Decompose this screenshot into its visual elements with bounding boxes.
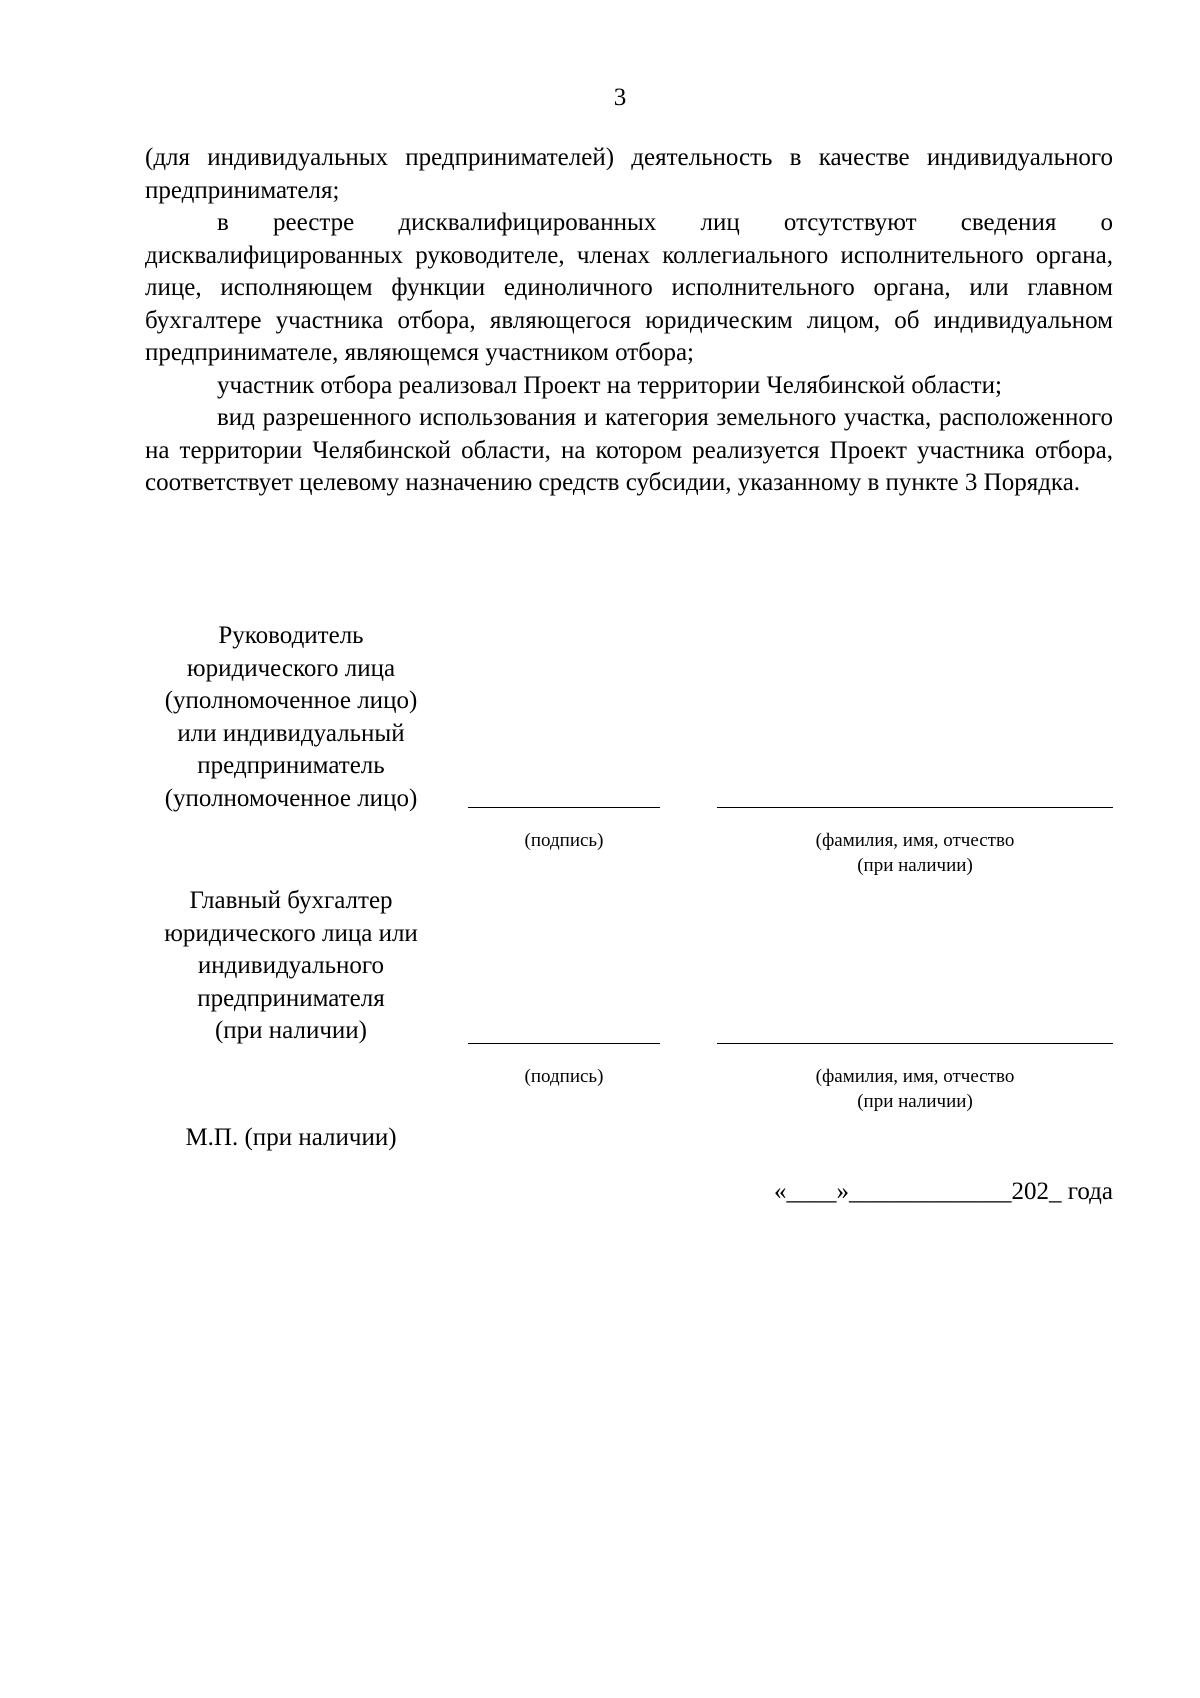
accountant-label-line-1: Главный бухгалтер [189, 887, 393, 914]
accountant-label-line-4: предпринимателя [197, 984, 385, 1012]
head-signature-label [145, 620, 437, 815]
accountant-label-line-3: индивидуального [197, 952, 385, 979]
accountant-signature-label [145, 885, 437, 1048]
head-label-line-1: Руководитель [218, 622, 364, 649]
paragraph-2: в реестре дисквалифицированных лиц отсутствуют сведения о дисквалифицированных руководителе, членах коллегиального исполнительного органа, лице, исполняющем функции единоличного исполнительного органа, или главном бухгалтере участника отбора, являющегося юридическим лицом, об индивидуальном предпринимателе, являющемся участником отбора; [145, 209, 1113, 366]
stamp-label: М.П. (при наличии) [185, 1124, 397, 1151]
paragraph-3: участник отбора реализовал Проект на территории Челябинской области; [217, 371, 1002, 399]
head-name-caption [717, 828, 1113, 878]
head-label-line-2: юридического лица [186, 654, 396, 682]
paragraph-4: вид разрешенного использования и категория земельного участка, расположенного на территории Челябинской области, на котором реализуется Проект участника отбора, соответствует целевому назначению средств субсидии, указанному в пункте 3 Порядка. [145, 404, 1113, 496]
accountant-name-caption-line-2: (при наличии) [857, 1091, 973, 1112]
accountant-label-line-2: юридического лица или [164, 919, 418, 947]
accountant-signature-line [468, 1043, 660, 1044]
accountant-signature-caption: (подпись) [524, 1066, 604, 1087]
accountant-label-line-5: (при наличии) [214, 1017, 368, 1044]
head-signature-line [468, 807, 660, 808]
accountant-name-caption [717, 1064, 1113, 1114]
page-number: 3 [613, 84, 627, 111]
head-name-caption-line-2: (при наличии) [857, 855, 973, 876]
accountant-name-line [717, 1043, 1113, 1044]
head-label-line-4: или индивидуальный [177, 719, 405, 747]
head-label-line-6: (уполномоченное лицо) [164, 784, 418, 812]
head-label-line-5: предприниматель [197, 752, 385, 779]
paragraph-1: (для индивидуальных предпринимателей) деятельность в качестве индивидуального предпринимателя; [145, 144, 1113, 204]
accountant-name-caption-line-1: (фамилия, имя, отчество [815, 1066, 1015, 1087]
head-signature-caption: (подпись) [524, 830, 604, 851]
head-label-line-3: (уполномоченное лицо) [164, 687, 418, 714]
date-line: «____»_____________202_ года [774, 1178, 1113, 1205]
head-name-line [717, 807, 1113, 808]
head-name-caption-line-1: (фамилия, имя, отчество [815, 830, 1015, 851]
body-text [145, 142, 1113, 500]
